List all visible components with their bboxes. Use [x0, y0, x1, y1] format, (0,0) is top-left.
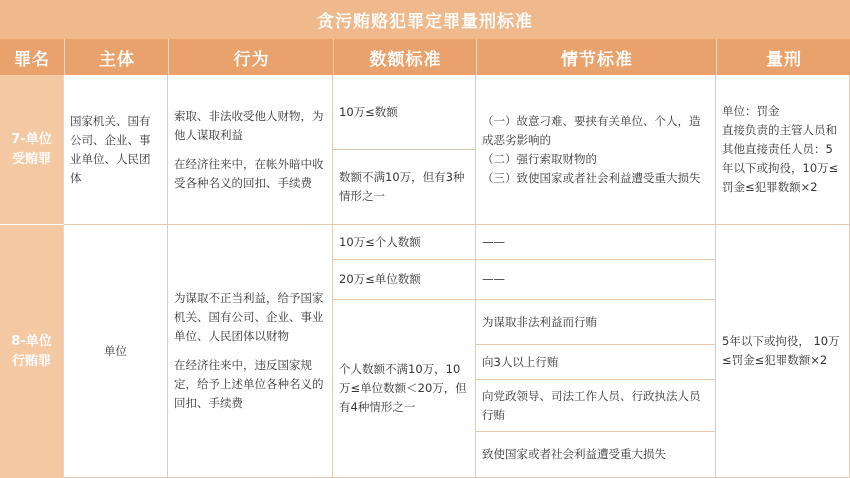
crime1-name-line2: 受贿罪: [11, 151, 51, 167]
crime1-behavior2: 在经济往来中，在帐外暗中收受各种名义的回扣、手续费: [174, 156, 324, 190]
crime1-behavior-cell: [168, 75, 333, 225]
crime2-circumstance1-cell: [476, 300, 716, 345]
crime2-circumstance2-cell: [476, 345, 716, 380]
crime1-subject-cell: [64, 75, 168, 225]
crime2-behavior2: 在经济往来中，违反国家规定，给予上述单位各种名义的回扣、手续费: [174, 358, 324, 410]
crime1-sentence-cell: [716, 75, 850, 225]
crime1-subject: 国家机关、国有公司、企业、事业单位、人民团体: [70, 113, 151, 185]
crime1-amount1: 10万≤数额: [339, 104, 398, 119]
crime2-circumstance4: 致使国家或者社会利益遭受重大损失: [482, 447, 666, 461]
crime1-name-cell: [0, 75, 64, 225]
crime2-circumstance2: 向3人以上行贿: [482, 354, 559, 369]
crime2-amount2-cell: [333, 260, 476, 300]
crime2-name-cell: [0, 225, 64, 478]
header-amount-standard: 数额标准: [333, 39, 477, 75]
crime1-sentence-line1: 单位：罚金: [722, 104, 780, 118]
header-sentence: 量刑: [716, 39, 850, 75]
crime2-circumstance3: 向党政领导、司法工作人员、行政执法人员行贿: [482, 388, 701, 422]
crime1-circumstance2: （二）强行索取财物的: [482, 151, 597, 166]
crime2-sentence-cell: [716, 225, 850, 478]
crime1-amount2: 数额不满10万，但有3种情形之一: [339, 170, 465, 203]
table-header-row: [0, 39, 850, 75]
crime2-amount2: 20万≤单位数额: [339, 272, 421, 286]
crime2-circumstance-dash2-cell: [476, 260, 716, 300]
crime2-subject: 单位: [104, 343, 127, 358]
crime2-circumstance-dash2: ——: [482, 272, 505, 286]
crime1-sentence-line2: 直接负责的主管人员和其他直接责任人员：5年以下或拘役，10万≤罚金≤犯罪数额×2: [722, 123, 839, 194]
crime2-sentence: 5年以下或拘役， 10万≤罚金≤犯罪数额×2: [722, 334, 840, 367]
crime2-amount3-cell: [333, 300, 476, 478]
crime2-circumstance1: 为谋取非法利益而行贿: [482, 314, 597, 329]
crime1-amount2-cell: [333, 150, 476, 225]
crime2-name-line1: 8-单位: [11, 333, 52, 349]
crime2-behavior1: 为谋取不正当利益，给予国家机关、国有公司、企业、事业单位、人民团体以财物: [174, 291, 324, 343]
crime2-amount1-cell: [333, 225, 476, 260]
crime1-circumstance1: （一）故意刁难、要挟有关单位、个人，造成恶劣影响的: [482, 113, 701, 147]
crime2-circumstance3-cell: [476, 380, 716, 432]
crime2-subject-cell: [64, 225, 168, 478]
crime2-name-line2: 行贿罪: [11, 353, 51, 369]
crime1-behavior1: 索取、非法收受他人财物，为他人谋取利益: [174, 108, 324, 142]
crime1-amount1-cell: [333, 75, 476, 150]
crime2-behavior-cell: [168, 225, 333, 478]
crime1-name-line1: 7-单位: [11, 131, 52, 147]
crime1-circumstance3: （三）致使国家或者社会利益遭受重大损失: [482, 170, 701, 185]
header-circumstance-standard: 情节标准: [476, 39, 717, 75]
crime2-circumstance4-cell: [476, 432, 716, 478]
table-title: 贪污贿赂犯罪定罪量刑标准: [0, 0, 850, 39]
header-crime-name: 罪名: [14, 49, 50, 70]
crime2-circumstance-dash1-cell: [476, 225, 716, 260]
crime2-amount1: 10万≤个人数额: [339, 234, 421, 249]
header-subject: 主体: [64, 39, 169, 75]
crime1-circumstance-cell: [476, 75, 716, 225]
crime2-amount3: 个人数额不满10万，10万≤单位数额＜20万，但有4种情形之一: [339, 362, 467, 414]
crime2-circumstance-dash1: ——: [482, 234, 505, 249]
header-behavior: 行为: [168, 39, 334, 75]
